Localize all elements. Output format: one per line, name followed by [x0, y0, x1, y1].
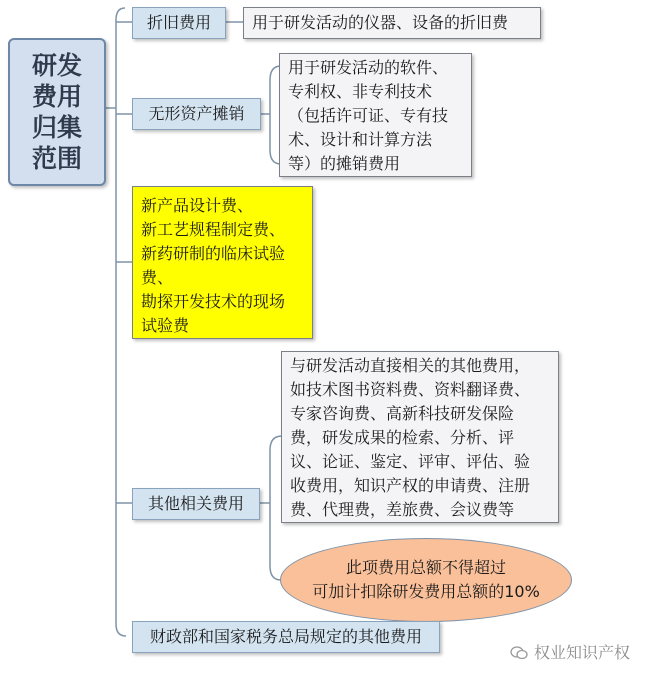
- detail-line: 试验费: [141, 316, 190, 335]
- detail-line: 用于研发活动的软件、: [288, 58, 449, 77]
- note-line: 可加计扣除研发费用总额的10%: [312, 582, 540, 601]
- detail-line: 专家咨询费、高新科技研发保险: [290, 404, 515, 423]
- detail-other-related-fees: [281, 351, 559, 523]
- detail-depreciation: [243, 7, 541, 39]
- detail-line: 议、论证、鉴定、评审、评估、验: [290, 452, 531, 471]
- topic-label: 折旧费用: [146, 13, 211, 32]
- detail-line: 新药研制的临床试验: [141, 244, 286, 263]
- note-line: 此项费用总额不得超过: [345, 558, 506, 577]
- topic-label: 无形资产摊销: [148, 104, 245, 123]
- detail-line: 等）的摊销费用: [288, 154, 401, 173]
- topic-amortization: [132, 98, 261, 130]
- watermark-text: 权业知识产权: [534, 643, 631, 662]
- detail-line: 勘探开发技术的现场: [141, 292, 286, 311]
- detail-line: 费，研发成果的检索、分析、评: [290, 428, 515, 447]
- topic-label: 其他相关费用: [147, 494, 244, 513]
- topic-label: 财政部和国家税务总局规定的其他费用: [149, 627, 422, 646]
- detail-line: 如技术图书资料费、资料翻译费、: [290, 380, 531, 399]
- topic-new-product-fees: [132, 186, 313, 339]
- watermark: [510, 640, 630, 663]
- detail-line: 专利权、非专利技术: [288, 82, 433, 101]
- detail-line: （包括许可证、专有技: [288, 106, 449, 125]
- detail-line: 术、设计和计算方法: [288, 130, 433, 149]
- detail-line: 新产品设计费、: [141, 196, 254, 215]
- wechat-logo-icon: [510, 645, 528, 659]
- detail-line: 新工艺规程制定费、: [141, 220, 286, 239]
- topic-depreciation: [132, 7, 226, 39]
- detail-line: 收费用，知识产权的申请费、注册: [290, 476, 531, 495]
- root-title: 研发费用归集范围: [31, 51, 82, 173]
- detail-line: 用于研发活动的仪器、设备的折旧费: [252, 13, 509, 32]
- root-topic: [8, 38, 106, 186]
- detail-line: 与研发活动直接相关的其他费用，: [290, 356, 531, 375]
- topic-other-related-fees: [132, 488, 260, 520]
- detail-line: 费、: [141, 268, 174, 287]
- detail-line: 费、代理费，差旅费、会议费等: [290, 500, 515, 519]
- topic-other-mof-fees: [132, 621, 440, 653]
- detail-amortization: [279, 53, 472, 177]
- note-oval: [280, 538, 572, 622]
